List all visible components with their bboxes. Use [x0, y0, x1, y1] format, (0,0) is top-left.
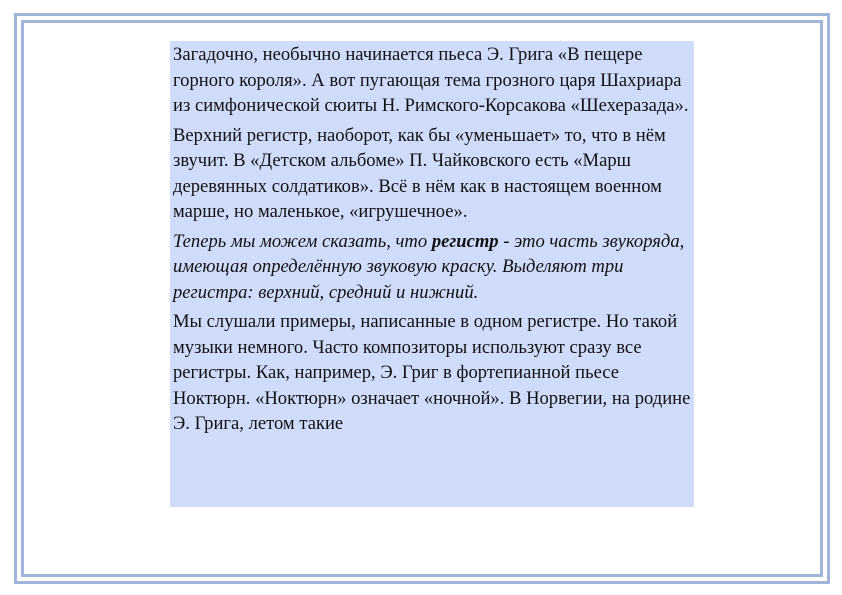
- definition-lead: Теперь мы можем сказать, что: [173, 230, 432, 252]
- definition-body: - это часть звукоряда, имеющая определённую звуковую краску. Выделяют три регистра: верхний, средний и нижний.: [173, 230, 685, 303]
- paragraph-register-definition: [173, 229, 691, 306]
- paragraph-intro-grieg: Загадочно, необычно начинается пьеса Э. Грига «В пещере горного короля». А вот пугающая тема грозного царя Шахриара из симфонической сюиты Н. Римского-Корсакова «Шехеразада».: [173, 44, 689, 116]
- paragraph-upper-register: Верхний регистр, наоборот, как бы «уменьшает» то, что в нём звучит. В «Детском альбоме» П. Чайковского есть «Марш деревянных солдатиков». Всё в нём как в настоящем военном марше, но маленькое, «игрушечное».: [173, 124, 666, 222]
- text-box: [170, 41, 694, 507]
- paragraph-nocturne: Мы слушали примеры, написанные в одном регистре. Но такой музыки немного. Часто композиторы используют сразу все регистры. Как, например, Э. Григ в фортепианной пьесе Ноктюрн. «Ноктюрн» означает «ночной». В Норвегии, на родине Э. Грига, летом такие: [173, 311, 691, 434]
- definition-term: регистр: [431, 230, 499, 252]
